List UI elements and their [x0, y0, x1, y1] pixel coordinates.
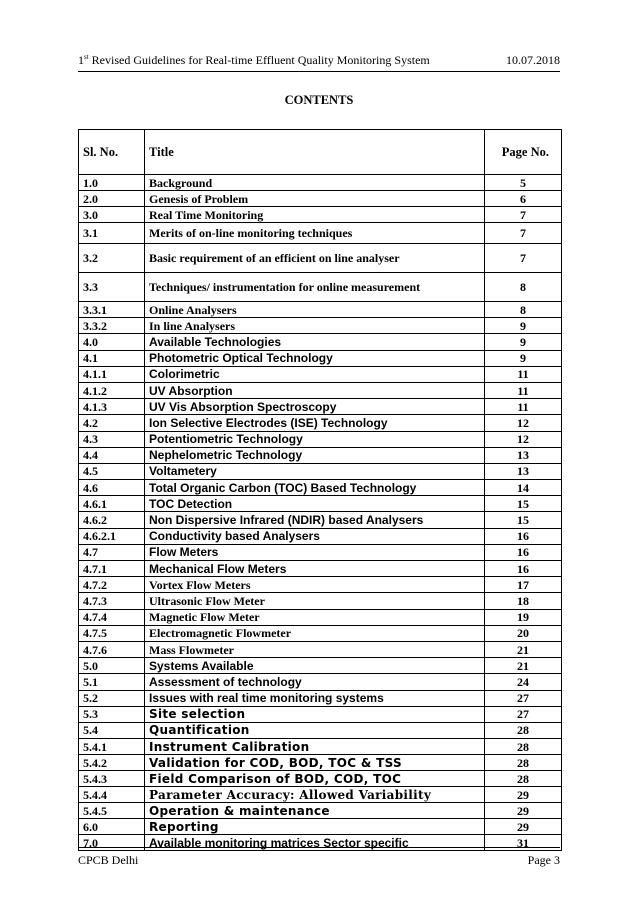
footer-org: CPCB Delhi: [78, 853, 139, 867]
table-row: 4.7.1 Mechanical Flow Meters 16: [79, 561, 562, 577]
table-row: 4.7.4 Magnetic Flow Meter 19: [79, 609, 562, 625]
table-row: 4.1 Photometric Optical Technology 9: [79, 350, 562, 366]
col-header-slno: Sl. No.: [79, 130, 145, 175]
col-header-title: Title: [145, 130, 485, 175]
table-row: 4.1.1 Colorimetric 11: [79, 366, 562, 382]
table-row: 4.4 Nephelometric Technology 13: [79, 447, 562, 463]
table-row: 4.7.5 Electromagnetic Flowmeter 20: [79, 625, 562, 641]
table-row: 5.4.4 Parameter Accuracy: Allowed Variability 29: [79, 787, 562, 803]
page-header: [78, 53, 560, 72]
table-row: 5.2 Issues with real time monitoring systems 27: [79, 690, 562, 706]
table-row: 5.4.5 Operation & maintenance 29: [79, 803, 562, 819]
footer-page-number: Page 3: [527, 853, 560, 867]
table-row: 4.7.2 Vortex Flow Meters 17: [79, 577, 562, 593]
table-row: 4.1.3 UV Vis Absorption Spectroscopy 11: [79, 399, 562, 415]
table-row: 4.6.1 TOC Detection 15: [79, 496, 562, 512]
table-row: 3.3.2 In line Analysers 9: [79, 318, 562, 334]
table-row: 7.0 Available monitoring matrices Sector specific 31: [79, 835, 562, 851]
table-row: 5.4.3 Field Comparison of BOD, COD, TOC 28: [79, 771, 562, 787]
header-date: 10.07.2018: [506, 53, 560, 67]
table-row: 3.2 Basic requirement of an efficient on line analyser 7: [79, 244, 562, 273]
table-row: 5.3 Site selection 27: [79, 706, 562, 722]
contents-table: [78, 129, 562, 851]
table-row: 4.6 Total Organic Carbon (TOC) Based Technology 14: [79, 480, 562, 496]
table-row: 4.2 Ion Selective Electrodes (ISE) Technology 12: [79, 415, 562, 431]
table-row: 1.0 Background 5: [79, 175, 562, 191]
table-row: 5.1 Assessment of technology 24: [79, 674, 562, 690]
table-row: 4.6.2 Non Dispersive Infrared (NDIR) based Analysers 15: [79, 512, 562, 528]
table-row: 4.7 Flow Meters 16: [79, 544, 562, 560]
table-row: 4.0 Available Technologies 9: [79, 334, 562, 350]
contents-title: CONTENTS: [284, 93, 354, 107]
table-row: 3.0 Real Time Monitoring 7: [79, 207, 562, 223]
table-row: 4.6.2.1 Conductivity based Analysers 16: [79, 528, 562, 544]
table-row: 3.3 Techniques/ instrumentation for online measurement 8: [79, 273, 562, 302]
table-row: 5.0 Systems Available 21: [79, 658, 562, 674]
table-row: 5.4 Quantification 28: [79, 722, 562, 738]
table-row: 4.1.2 UV Absorption 11: [79, 382, 562, 398]
table-row: 5.4.2 Validation for COD, BOD, TOC & TSS 28: [79, 755, 562, 771]
table-row: 4.7.6 Mass Flowmeter 21: [79, 641, 562, 657]
header-title: 1st Revised Guidelines for Real-time Effluent Quality Monitoring System: [78, 53, 430, 67]
table-row: 4.7.3 Ultrasonic Flow Meter 18: [79, 593, 562, 609]
table-row: 3.3.1 Online Analysers 8: [79, 302, 562, 318]
table-row: 4.5 Voltametery 13: [79, 463, 562, 479]
table-row: 5.4.1 Instrument Calibration 28: [79, 739, 562, 755]
table-row: 2.0 Genesis of Problem 6: [79, 191, 562, 207]
table-header-row: [79, 130, 562, 175]
page-footer: [78, 847, 560, 866]
table-row: 6.0 Reporting 29: [79, 819, 562, 835]
table-row: 3.1 Merits of on-line monitoring techniques 7: [79, 223, 562, 244]
col-header-page: Page No.: [485, 130, 562, 175]
table-row: 4.3 Potentiometric Technology 12: [79, 431, 562, 447]
